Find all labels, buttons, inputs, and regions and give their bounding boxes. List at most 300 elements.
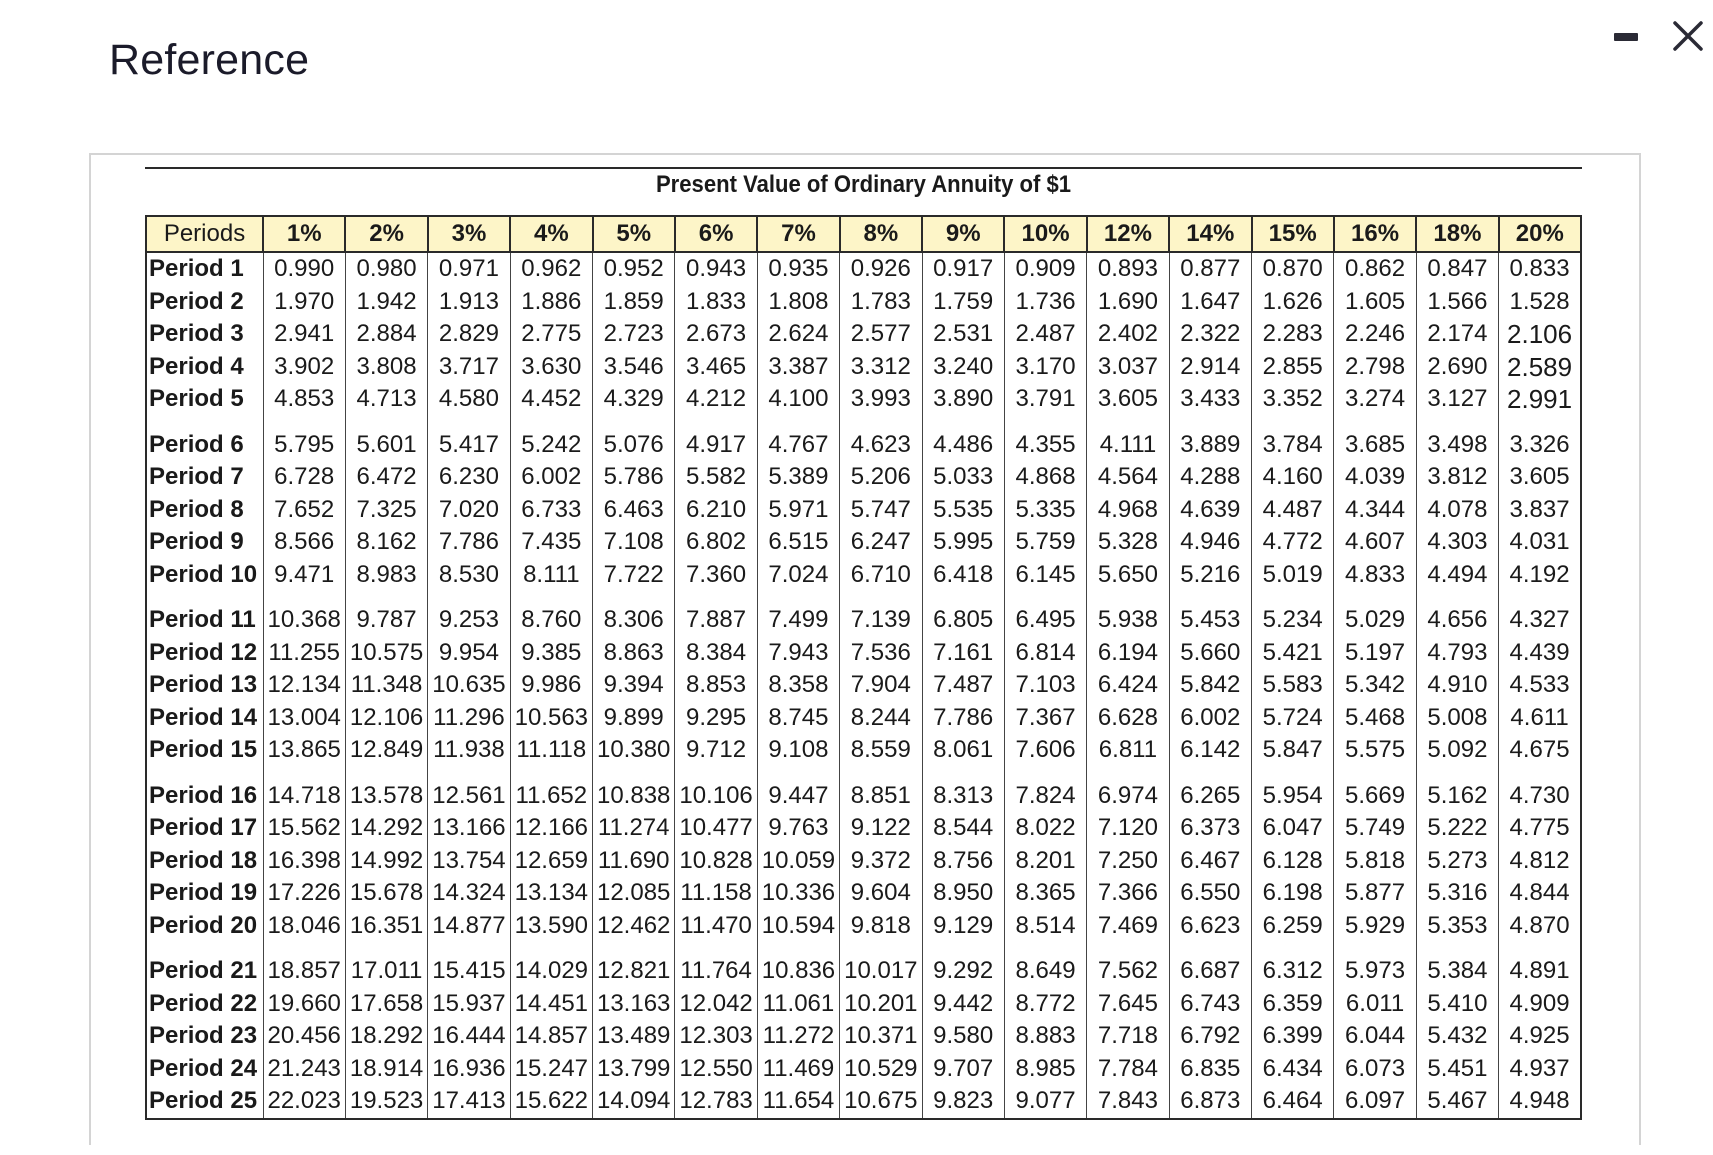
table-cell: 3.605 bbox=[1087, 383, 1169, 416]
table-cell: 1.736 bbox=[1004, 286, 1086, 319]
table-row bbox=[146, 845, 1581, 878]
table-cell: 9.471 bbox=[263, 559, 345, 592]
column-header-rate: 3% bbox=[428, 216, 510, 252]
table-cell: 15.678 bbox=[345, 877, 427, 910]
column-header-periods: Periods bbox=[146, 216, 263, 252]
table-header-row bbox=[146, 216, 1581, 252]
table-cell: 7.366 bbox=[1087, 877, 1169, 910]
table-cell: 16.351 bbox=[345, 910, 427, 943]
table-cell: 11.272 bbox=[757, 1020, 839, 1053]
column-header-rate: 15% bbox=[1252, 216, 1334, 252]
table-cell: 11.469 bbox=[757, 1053, 839, 1086]
table-cell: 6.247 bbox=[840, 526, 922, 559]
table-cell: 8.313 bbox=[922, 767, 1004, 813]
table-cell: 9.986 bbox=[510, 669, 592, 702]
table-cell: 4.329 bbox=[593, 383, 675, 416]
table-cell: 3.902 bbox=[263, 351, 345, 384]
table-cell: 15.562 bbox=[263, 812, 345, 845]
table-cell: 1.759 bbox=[922, 286, 1004, 319]
table-cell: 6.495 bbox=[1004, 591, 1086, 637]
table-cell: 0.952 bbox=[593, 252, 675, 286]
table-cell: 8.022 bbox=[1004, 812, 1086, 845]
table-cell: 12.166 bbox=[510, 812, 592, 845]
table-cell: 3.808 bbox=[345, 351, 427, 384]
table-cell: 2.991 bbox=[1499, 383, 1581, 416]
table-cell: 6.811 bbox=[1087, 734, 1169, 767]
table-cell: 13.865 bbox=[263, 734, 345, 767]
column-header-rate: 6% bbox=[675, 216, 757, 252]
table-cell: 4.891 bbox=[1499, 942, 1581, 988]
table-cell: 5.660 bbox=[1169, 637, 1251, 670]
table-cell: 6.002 bbox=[1169, 702, 1251, 735]
table-cell: 11.348 bbox=[345, 669, 427, 702]
table-cell: 8.111 bbox=[510, 559, 592, 592]
table-cell: 4.948 bbox=[1499, 1085, 1581, 1119]
table-cell: 5.316 bbox=[1416, 877, 1498, 910]
caption-rule bbox=[145, 167, 1582, 169]
table-row bbox=[146, 1020, 1581, 1053]
table-cell: 13.134 bbox=[510, 877, 592, 910]
table-cell: 9.763 bbox=[757, 812, 839, 845]
table-cell: 3.127 bbox=[1416, 383, 1498, 416]
column-header-rate: 4% bbox=[510, 216, 592, 252]
table-cell: 5.724 bbox=[1252, 702, 1334, 735]
table-cell: 7.536 bbox=[840, 637, 922, 670]
table-row bbox=[146, 669, 1581, 702]
table-cell: 4.868 bbox=[1004, 461, 1086, 494]
table-cell: 10.594 bbox=[757, 910, 839, 943]
table-cell: 6.142 bbox=[1169, 734, 1251, 767]
table-cell: 7.562 bbox=[1087, 942, 1169, 988]
table-cell: 5.206 bbox=[840, 461, 922, 494]
table-cell: 6.399 bbox=[1252, 1020, 1334, 1053]
table-cell: 7.024 bbox=[757, 559, 839, 592]
table-cell: 6.974 bbox=[1087, 767, 1169, 813]
table-cell: 5.242 bbox=[510, 416, 592, 462]
table-cell: 2.914 bbox=[1169, 351, 1251, 384]
table-cell: 13.489 bbox=[593, 1020, 675, 1053]
table-cell: 0.980 bbox=[345, 252, 427, 286]
table-cell: 5.421 bbox=[1252, 637, 1334, 670]
table-cell: 6.230 bbox=[428, 461, 510, 494]
table-cell: 0.971 bbox=[428, 252, 510, 286]
table-cell: 7.139 bbox=[840, 591, 922, 637]
table-cell: 3.387 bbox=[757, 351, 839, 384]
table-cell: 4.946 bbox=[1169, 526, 1251, 559]
table-cell: 2.174 bbox=[1416, 318, 1498, 351]
table-cell: 10.201 bbox=[840, 988, 922, 1021]
table-cell: 5.453 bbox=[1169, 591, 1251, 637]
minimize-button[interactable] bbox=[1610, 28, 1642, 62]
table-cell: 6.359 bbox=[1252, 988, 1334, 1021]
table-cell: 4.580 bbox=[428, 383, 510, 416]
table-cell: 3.326 bbox=[1499, 416, 1581, 462]
period-label: Period 10 bbox=[146, 559, 263, 592]
table-cell: 1.626 bbox=[1252, 286, 1334, 319]
table-cell: 3.784 bbox=[1252, 416, 1334, 462]
annuity-table bbox=[145, 215, 1582, 1120]
table-cell: 7.843 bbox=[1087, 1085, 1169, 1119]
table-cell: 15.247 bbox=[510, 1053, 592, 1086]
table-cell: 4.288 bbox=[1169, 461, 1251, 494]
table-cell: 6.073 bbox=[1334, 1053, 1416, 1086]
table-cell: 1.605 bbox=[1334, 286, 1416, 319]
table-cell: 7.943 bbox=[757, 637, 839, 670]
table-cell: 6.802 bbox=[675, 526, 757, 559]
table-cell: 11.470 bbox=[675, 910, 757, 943]
table-cell: 9.442 bbox=[922, 988, 1004, 1021]
table-cell: 5.995 bbox=[922, 526, 1004, 559]
table-cell: 7.020 bbox=[428, 494, 510, 527]
table-cell: 6.792 bbox=[1169, 1020, 1251, 1053]
table-cell: 7.824 bbox=[1004, 767, 1086, 813]
table-row bbox=[146, 252, 1581, 286]
table-cell: 7.645 bbox=[1087, 988, 1169, 1021]
table-cell: 1.970 bbox=[263, 286, 345, 319]
table-cell: 10.575 bbox=[345, 637, 427, 670]
table-cell: 9.604 bbox=[840, 877, 922, 910]
table-cell: 3.433 bbox=[1169, 383, 1251, 416]
table-cell: 9.385 bbox=[510, 637, 592, 670]
table-cell: 7.161 bbox=[922, 637, 1004, 670]
table-cell: 5.234 bbox=[1252, 591, 1334, 637]
table-cell: 4.100 bbox=[757, 383, 839, 416]
table-row bbox=[146, 734, 1581, 767]
table-cell: 6.145 bbox=[1004, 559, 1086, 592]
table-cell: 4.623 bbox=[840, 416, 922, 462]
table-cell: 2.283 bbox=[1252, 318, 1334, 351]
table-cell: 12.085 bbox=[593, 877, 675, 910]
period-label: Period 23 bbox=[146, 1020, 263, 1053]
table-cell: 7.469 bbox=[1087, 910, 1169, 943]
table-cell: 8.760 bbox=[510, 591, 592, 637]
table-cell: 9.707 bbox=[922, 1053, 1004, 1086]
table-cell: 6.097 bbox=[1334, 1085, 1416, 1119]
table-cell: 6.373 bbox=[1169, 812, 1251, 845]
table-cell: 12.783 bbox=[675, 1085, 757, 1119]
table-row bbox=[146, 286, 1581, 319]
table-cell: 10.106 bbox=[675, 767, 757, 813]
table-cell: 12.134 bbox=[263, 669, 345, 702]
period-label: Period 7 bbox=[146, 461, 263, 494]
close-button[interactable] bbox=[1668, 16, 1708, 56]
close-icon bbox=[1668, 16, 1708, 56]
table-cell: 3.812 bbox=[1416, 461, 1498, 494]
table-cell: 3.837 bbox=[1499, 494, 1581, 527]
table-cell: 4.192 bbox=[1499, 559, 1581, 592]
table-cell: 0.877 bbox=[1169, 252, 1251, 286]
period-label: Period 5 bbox=[146, 383, 263, 416]
table-cell: 5.795 bbox=[263, 416, 345, 462]
table-cell: 10.836 bbox=[757, 942, 839, 988]
table-cell: 8.514 bbox=[1004, 910, 1086, 943]
table-cell: 6.805 bbox=[922, 591, 1004, 637]
table-cell: 9.372 bbox=[840, 845, 922, 878]
table-cell: 7.325 bbox=[345, 494, 427, 527]
table-cell: 13.754 bbox=[428, 845, 510, 878]
minimize-icon bbox=[1614, 33, 1638, 41]
table-cell: 5.432 bbox=[1416, 1020, 1498, 1053]
table-cell: 7.120 bbox=[1087, 812, 1169, 845]
table-cell: 5.222 bbox=[1416, 812, 1498, 845]
table-cell: 4.160 bbox=[1252, 461, 1334, 494]
table-cell: 6.312 bbox=[1252, 942, 1334, 988]
table-cell: 5.197 bbox=[1334, 637, 1416, 670]
table-cell: 4.607 bbox=[1334, 526, 1416, 559]
table-cell: 6.463 bbox=[593, 494, 675, 527]
table-cell: 4.968 bbox=[1087, 494, 1169, 527]
table-cell: 4.487 bbox=[1252, 494, 1334, 527]
table-cell: 6.623 bbox=[1169, 910, 1251, 943]
table-cell: 8.883 bbox=[1004, 1020, 1086, 1053]
table-cell: 3.312 bbox=[840, 351, 922, 384]
table-cell: 14.718 bbox=[263, 767, 345, 813]
table-cell: 8.772 bbox=[1004, 988, 1086, 1021]
table-cell: 5.467 bbox=[1416, 1085, 1498, 1119]
table-row bbox=[146, 812, 1581, 845]
table-cell: 2.829 bbox=[428, 318, 510, 351]
table-cell: 1.833 bbox=[675, 286, 757, 319]
table-cell: 2.322 bbox=[1169, 318, 1251, 351]
table-cell: 8.201 bbox=[1004, 845, 1086, 878]
table-cell: 2.402 bbox=[1087, 318, 1169, 351]
table-cell: 3.685 bbox=[1334, 416, 1416, 462]
table-cell: 7.435 bbox=[510, 526, 592, 559]
table-cell: 10.635 bbox=[428, 669, 510, 702]
table-cell: 9.899 bbox=[593, 702, 675, 735]
table-cell: 6.467 bbox=[1169, 845, 1251, 878]
table-cell: 8.756 bbox=[922, 845, 1004, 878]
table-cell: 7.606 bbox=[1004, 734, 1086, 767]
table-cell: 6.464 bbox=[1252, 1085, 1334, 1119]
table-cell: 6.472 bbox=[345, 461, 427, 494]
table-cell: 19.660 bbox=[263, 988, 345, 1021]
table-cell: 16.398 bbox=[263, 845, 345, 878]
table-cell: 2.589 bbox=[1499, 351, 1581, 384]
table-row bbox=[146, 1053, 1581, 1086]
table-cell: 1.859 bbox=[593, 286, 675, 319]
period-label: Period 24 bbox=[146, 1053, 263, 1086]
table-cell: 6.515 bbox=[757, 526, 839, 559]
table-cell: 8.358 bbox=[757, 669, 839, 702]
reference-panel[interactable] bbox=[89, 153, 1641, 1145]
table-cell: 17.226 bbox=[263, 877, 345, 910]
table-cell: 5.938 bbox=[1087, 591, 1169, 637]
table-cell: 4.078 bbox=[1416, 494, 1498, 527]
table-cell: 3.274 bbox=[1334, 383, 1416, 416]
table-cell: 6.628 bbox=[1087, 702, 1169, 735]
table-cell: 0.943 bbox=[675, 252, 757, 286]
table-cell: 3.037 bbox=[1087, 351, 1169, 384]
table-cell: 4.870 bbox=[1499, 910, 1581, 943]
table-cell: 4.937 bbox=[1499, 1053, 1581, 1086]
table-cell: 7.887 bbox=[675, 591, 757, 637]
table-cell: 7.722 bbox=[593, 559, 675, 592]
table-cell: 14.992 bbox=[345, 845, 427, 878]
table-cell: 5.033 bbox=[922, 461, 1004, 494]
table-cell: 4.494 bbox=[1416, 559, 1498, 592]
table-cell: 10.828 bbox=[675, 845, 757, 878]
table-caption: Present Value of Ordinary Annuity of $1 bbox=[655, 171, 1072, 198]
table-cell: 5.749 bbox=[1334, 812, 1416, 845]
table-cell: 6.259 bbox=[1252, 910, 1334, 943]
table-cell: 7.367 bbox=[1004, 702, 1086, 735]
table-cell: 18.857 bbox=[263, 942, 345, 988]
table-cell: 6.835 bbox=[1169, 1053, 1251, 1086]
table-cell: 4.812 bbox=[1499, 845, 1581, 878]
table-cell: 5.601 bbox=[345, 416, 427, 462]
table-cell: 13.163 bbox=[593, 988, 675, 1021]
table-cell: 6.265 bbox=[1169, 767, 1251, 813]
table-cell: 9.253 bbox=[428, 591, 510, 637]
table-row bbox=[146, 559, 1581, 592]
table-cell: 6.047 bbox=[1252, 812, 1334, 845]
table-cell: 4.611 bbox=[1499, 702, 1581, 735]
table-cell: 11.296 bbox=[428, 702, 510, 735]
table-cell: 5.583 bbox=[1252, 669, 1334, 702]
table-cell: 11.158 bbox=[675, 877, 757, 910]
table-cell: 6.210 bbox=[675, 494, 757, 527]
table-cell: 8.244 bbox=[840, 702, 922, 735]
table-cell: 4.730 bbox=[1499, 767, 1581, 813]
table-cell: 17.413 bbox=[428, 1085, 510, 1119]
table-cell: 3.791 bbox=[1004, 383, 1086, 416]
table-row bbox=[146, 1085, 1581, 1119]
table-cell: 3.605 bbox=[1499, 461, 1581, 494]
table-cell: 6.424 bbox=[1087, 669, 1169, 702]
table-cell: 0.862 bbox=[1334, 252, 1416, 286]
period-label: Period 15 bbox=[146, 734, 263, 767]
table-cell: 11.274 bbox=[593, 812, 675, 845]
table-cell: 5.417 bbox=[428, 416, 510, 462]
table-cell: 5.273 bbox=[1416, 845, 1498, 878]
table-cell: 5.019 bbox=[1252, 559, 1334, 592]
table-cell: 6.434 bbox=[1252, 1053, 1334, 1086]
table-cell: 0.893 bbox=[1087, 252, 1169, 286]
table-cell: 1.886 bbox=[510, 286, 592, 319]
table-cell: 5.575 bbox=[1334, 734, 1416, 767]
table-row bbox=[146, 318, 1581, 351]
period-label: Period 19 bbox=[146, 877, 263, 910]
period-label: Period 20 bbox=[146, 910, 263, 943]
table-row bbox=[146, 591, 1581, 637]
table-cell: 4.212 bbox=[675, 383, 757, 416]
table-cell: 7.487 bbox=[922, 669, 1004, 702]
table-cell: 9.823 bbox=[922, 1085, 1004, 1119]
table-cell: 7.108 bbox=[593, 526, 675, 559]
table-row bbox=[146, 461, 1581, 494]
table-cell: 10.529 bbox=[840, 1053, 922, 1086]
table-cell: 8.162 bbox=[345, 526, 427, 559]
table-cell: 4.344 bbox=[1334, 494, 1416, 527]
table-cell: 6.550 bbox=[1169, 877, 1251, 910]
table-cell: 1.566 bbox=[1416, 286, 1498, 319]
table-cell: 4.853 bbox=[263, 383, 345, 416]
table-cell: 5.389 bbox=[757, 461, 839, 494]
table-cell: 5.929 bbox=[1334, 910, 1416, 943]
table-cell: 13.166 bbox=[428, 812, 510, 845]
table-cell: 4.533 bbox=[1499, 669, 1581, 702]
table-cell: 9.129 bbox=[922, 910, 1004, 943]
table-cell: 19.523 bbox=[345, 1085, 427, 1119]
table-cell: 8.365 bbox=[1004, 877, 1086, 910]
table-cell: 5.747 bbox=[840, 494, 922, 527]
table-row bbox=[146, 702, 1581, 735]
table-row bbox=[146, 988, 1581, 1021]
table-cell: 1.913 bbox=[428, 286, 510, 319]
table-cell: 11.690 bbox=[593, 845, 675, 878]
table-cell: 4.793 bbox=[1416, 637, 1498, 670]
table-cell: 4.303 bbox=[1416, 526, 1498, 559]
table-cell: 0.935 bbox=[757, 252, 839, 286]
table-cell: 9.954 bbox=[428, 637, 510, 670]
table-cell: 6.044 bbox=[1334, 1020, 1416, 1053]
table-cell: 9.295 bbox=[675, 702, 757, 735]
period-label: Period 22 bbox=[146, 988, 263, 1021]
table-cell: 3.465 bbox=[675, 351, 757, 384]
table-cell: 8.983 bbox=[345, 559, 427, 592]
table-cell: 9.122 bbox=[840, 812, 922, 845]
table-cell: 14.451 bbox=[510, 988, 592, 1021]
table-cell: 8.384 bbox=[675, 637, 757, 670]
table-cell: 2.798 bbox=[1334, 351, 1416, 384]
table-cell: 4.675 bbox=[1499, 734, 1581, 767]
table-cell: 14.292 bbox=[345, 812, 427, 845]
table-cell: 5.818 bbox=[1334, 845, 1416, 878]
table-cell: 6.002 bbox=[510, 461, 592, 494]
table-cell: 5.076 bbox=[593, 416, 675, 462]
table-cell: 12.550 bbox=[675, 1053, 757, 1086]
table-cell: 0.833 bbox=[1499, 252, 1581, 286]
table-cell: 4.767 bbox=[757, 416, 839, 462]
table-cell: 5.335 bbox=[1004, 494, 1086, 527]
table-cell: 7.499 bbox=[757, 591, 839, 637]
table-cell: 1.647 bbox=[1169, 286, 1251, 319]
table-cell: 12.659 bbox=[510, 845, 592, 878]
table-cell: 17.658 bbox=[345, 988, 427, 1021]
table-cell: 2.246 bbox=[1334, 318, 1416, 351]
table-cell: 14.029 bbox=[510, 942, 592, 988]
table-cell: 12.462 bbox=[593, 910, 675, 943]
table-cell: 2.487 bbox=[1004, 318, 1086, 351]
period-label: Period 1 bbox=[146, 252, 263, 286]
period-label: Period 9 bbox=[146, 526, 263, 559]
table-cell: 18.046 bbox=[263, 910, 345, 943]
column-header-rate: 7% bbox=[757, 216, 839, 252]
table-cell: 7.250 bbox=[1087, 845, 1169, 878]
table-cell: 4.486 bbox=[922, 416, 1004, 462]
table-cell: 6.128 bbox=[1252, 845, 1334, 878]
table-cell: 6.710 bbox=[840, 559, 922, 592]
table-cell: 5.847 bbox=[1252, 734, 1334, 767]
table-row bbox=[146, 526, 1581, 559]
table-row bbox=[146, 494, 1581, 527]
table-cell: 4.656 bbox=[1416, 591, 1498, 637]
table-cell: 5.842 bbox=[1169, 669, 1251, 702]
table-cell: 5.669 bbox=[1334, 767, 1416, 813]
column-header-rate: 16% bbox=[1334, 216, 1416, 252]
table-cell: 4.439 bbox=[1499, 637, 1581, 670]
table-cell: 3.546 bbox=[593, 351, 675, 384]
table-cell: 20.456 bbox=[263, 1020, 345, 1053]
table-row bbox=[146, 877, 1581, 910]
table-cell: 5.954 bbox=[1252, 767, 1334, 813]
table-cell: 7.904 bbox=[840, 669, 922, 702]
table-cell: 2.884 bbox=[345, 318, 427, 351]
table-cell: 5.877 bbox=[1334, 877, 1416, 910]
table-cell: 3.352 bbox=[1252, 383, 1334, 416]
column-header-rate: 8% bbox=[840, 216, 922, 252]
